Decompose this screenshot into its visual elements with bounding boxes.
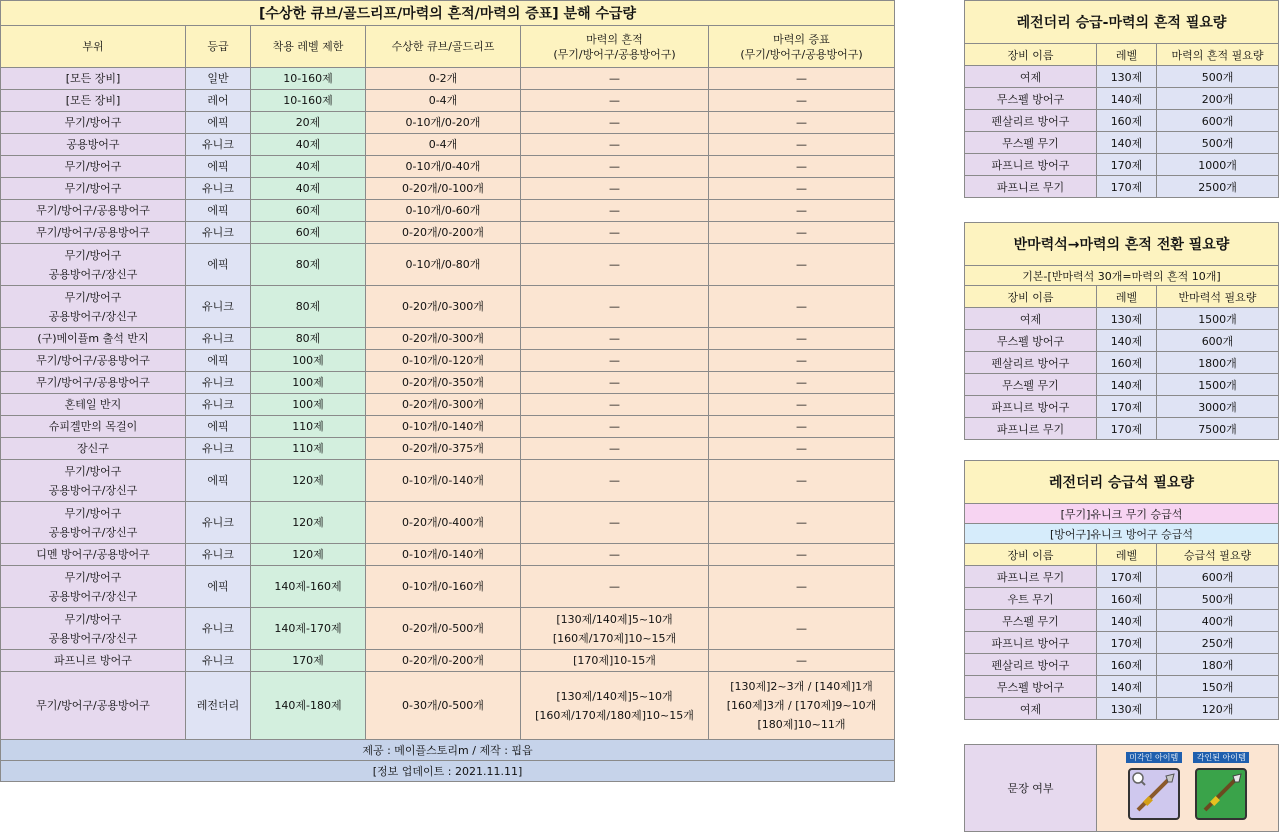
header-token: 마력의 증표 (무기/방어구/공용방어구): [709, 26, 895, 68]
cell-cube: 0-10개/0-80개: [366, 244, 521, 286]
cell-name: 파프니르 방어구: [965, 396, 1097, 418]
cell-level: 140제: [1097, 676, 1157, 698]
cell-level: 140제-160제: [251, 566, 366, 608]
table-row: [965, 396, 1279, 418]
table-row: [1, 286, 895, 328]
cell-level: 140제-170제: [251, 608, 366, 650]
table-row: [1, 394, 895, 416]
footer-credit: 제공 : 메이플스토리m / 제작 : 핍읍: [1, 740, 895, 761]
cell-grade: 에픽: [186, 566, 251, 608]
cell-grade: 에픽: [186, 416, 251, 438]
cell-qty: 7500개: [1157, 418, 1279, 440]
cell-trace: —: [521, 222, 709, 244]
header-part: 부위: [1, 26, 186, 68]
unstamped-spear-icon: [1128, 768, 1180, 820]
header-grade: 등급: [186, 26, 251, 68]
table-row: [965, 110, 1279, 132]
cell-level: 160제: [1097, 110, 1157, 132]
cell-trace: —: [521, 90, 709, 112]
cell-level: 60제: [251, 222, 366, 244]
cell-level: 110제: [251, 416, 366, 438]
table-row: [1, 438, 895, 460]
legendary-stone-table: [964, 460, 1279, 720]
cell-trace: —: [521, 372, 709, 394]
unstamped-item: [1126, 752, 1182, 824]
cell-qty: 500개: [1157, 132, 1279, 154]
cell-token: —: [709, 222, 895, 244]
table-row: [965, 308, 1279, 330]
cell-part: 무기/방어구 공용방어구/장신구: [1, 608, 186, 650]
cell-grade: 유니크: [186, 134, 251, 156]
cell-qty: 600개: [1157, 566, 1279, 588]
cell-level: 100제: [251, 372, 366, 394]
cell-level: 170제: [1097, 566, 1157, 588]
cell-trace: —: [521, 394, 709, 416]
cell-qty: 1000개: [1157, 154, 1279, 176]
cell-trace: —: [521, 460, 709, 502]
table-row: [1, 608, 895, 650]
cell-cube: 0-20개/0-300개: [366, 394, 521, 416]
cell-cube: 0-10개/0-140개: [366, 544, 521, 566]
cell-trace: —: [521, 438, 709, 460]
table-row: [965, 176, 1279, 198]
cell-part: 무기/방어구 공용방어구/장신구: [1, 502, 186, 544]
cell-part: 무기/방어구 공용방어구/장신구: [1, 460, 186, 502]
cell-token: —: [709, 156, 895, 178]
cell-name: 파프니르 무기: [965, 176, 1097, 198]
cell-part: 슈피겔만의 목걸이: [1, 416, 186, 438]
cell-grade: 레어: [186, 90, 251, 112]
cell-level: 160제: [1097, 654, 1157, 676]
cell-name: 파프니르 방어구: [965, 154, 1097, 176]
cell-token: —: [709, 350, 895, 372]
cell-part: 무기/방어구: [1, 112, 186, 134]
cell-level: 80제: [251, 286, 366, 328]
main-title: [수상한 큐브/골드리프/마력의 흔적/마력의 증표] 분해 수급량: [1, 1, 895, 26]
cell-trace: —: [521, 544, 709, 566]
cell-qty: 180개: [1157, 654, 1279, 676]
legendary-trace-table: [964, 0, 1279, 198]
cell-cube: 0-20개/0-375개: [366, 438, 521, 460]
cell-name: 여제: [965, 308, 1097, 330]
cell-name: 펜살리르 방어구: [965, 352, 1097, 374]
table-row: [965, 610, 1279, 632]
cell-grade: 유니크: [186, 222, 251, 244]
cell-level: 170제: [1097, 176, 1157, 198]
cell-trace: —: [521, 200, 709, 222]
cell-cube: 0-30개/0-500개: [366, 672, 521, 740]
anti-magic-table: [964, 222, 1279, 440]
table-row: [1, 650, 895, 672]
table-row: [1, 112, 895, 134]
cell-token: [130제]2~3개 / [140제]1개 [160제]3개 / [170제]9~10개 [180제]10~11개: [709, 672, 895, 740]
stone-note-armor: [방어구]유니크 방어구 승급석: [965, 524, 1279, 544]
col-qty: 마력의 흔적 필요량: [1157, 44, 1279, 66]
cell-grade: 유니크: [186, 502, 251, 544]
cell-level: 170제: [251, 650, 366, 672]
cell-level: 140제: [1097, 88, 1157, 110]
cell-trace: —: [521, 244, 709, 286]
table-row: [965, 588, 1279, 610]
col-level: 레벨: [1097, 286, 1157, 308]
cell-level: 40제: [251, 134, 366, 156]
cell-cube: 0-20개/0-100개: [366, 178, 521, 200]
cell-grade: 에픽: [186, 200, 251, 222]
cell-cube: 0-20개/0-350개: [366, 372, 521, 394]
cell-grade: 유니크: [186, 286, 251, 328]
cell-level: 130제: [1097, 66, 1157, 88]
unstamped-item-label: 미각인 아이템: [1126, 752, 1182, 763]
table-row: [1, 328, 895, 350]
stone-note-weapon: [무기]유니크 무기 승급석: [965, 504, 1279, 524]
cell-part: 파프니르 방어구: [1, 650, 186, 672]
cell-part: 무기/방어구 공용방어구/장신구: [1, 566, 186, 608]
cell-token: —: [709, 134, 895, 156]
cell-grade: 레전더리: [186, 672, 251, 740]
cell-grade: 에픽: [186, 350, 251, 372]
cell-trace: —: [521, 156, 709, 178]
table-row: [965, 132, 1279, 154]
header-trace: 마력의 흔적 (무기/방어구/공용방어구): [521, 26, 709, 68]
cell-token: —: [709, 286, 895, 328]
cell-level: 170제: [1097, 418, 1157, 440]
cell-name: 파프니르 방어구: [965, 632, 1097, 654]
cell-grade: 유니크: [186, 328, 251, 350]
cell-cube: 0-20개/0-300개: [366, 286, 521, 328]
stamp-label: 문장 여부: [965, 745, 1097, 832]
cell-level: 10-160제: [251, 68, 366, 90]
cell-level: 170제: [1097, 632, 1157, 654]
table-row: [1, 350, 895, 372]
cell-cube: 0-10개/0-120개: [366, 350, 521, 372]
cell-token: —: [709, 566, 895, 608]
cell-trace: —: [521, 286, 709, 328]
cell-level: 80제: [251, 328, 366, 350]
cell-level: 170제: [1097, 154, 1157, 176]
cell-token: —: [709, 68, 895, 90]
cell-level: 120제: [251, 502, 366, 544]
cell-part: (구)메이플m 출석 반지: [1, 328, 186, 350]
cell-grade: 에픽: [186, 244, 251, 286]
stamped-item-label: 각인된 아이템: [1193, 752, 1249, 763]
cell-name: 무스펠 방어구: [965, 88, 1097, 110]
table-row: [965, 66, 1279, 88]
cell-token: —: [709, 112, 895, 134]
table-row: [965, 352, 1279, 374]
cell-level: 10-160제: [251, 90, 366, 112]
cell-cube: 0-10개/0-160개: [366, 566, 521, 608]
cell-cube: 0-10개/0-140개: [366, 416, 521, 438]
cell-part: 무기/방어구/공용방어구: [1, 222, 186, 244]
cell-token: —: [709, 90, 895, 112]
cell-level: 100제: [251, 350, 366, 372]
cell-cube: 0-20개/0-300개: [366, 328, 521, 350]
cell-grade: 유니크: [186, 372, 251, 394]
cell-level: 20제: [251, 112, 366, 134]
cell-trace: [130제/140제]5~10개 [160제/170제/180제]10~15개: [521, 672, 709, 740]
cell-qty: 1500개: [1157, 308, 1279, 330]
cell-cube: 0-20개/0-200개: [366, 222, 521, 244]
table-row: [1, 372, 895, 394]
cell-grade: 유니크: [186, 178, 251, 200]
col-level: 레벨: [1097, 544, 1157, 566]
cell-qty: 2500개: [1157, 176, 1279, 198]
header-cube: 수상한 큐브/골드리프: [366, 26, 521, 68]
cell-level: 80제: [251, 244, 366, 286]
cell-name: 무스펠 방어구: [965, 330, 1097, 352]
cell-qty: 3000개: [1157, 396, 1279, 418]
cell-name: 무스펠 방어구: [965, 676, 1097, 698]
cell-level: 120제: [251, 460, 366, 502]
table-row: [965, 698, 1279, 720]
cell-cube: 0-10개/0-40개: [366, 156, 521, 178]
cell-part: [모든 장비]: [1, 90, 186, 112]
cell-grade: 에픽: [186, 112, 251, 134]
cell-token: —: [709, 438, 895, 460]
cell-trace: [130제/140제]5~10개 [160제/170제]10~15개: [521, 608, 709, 650]
stamp-box: [964, 744, 1279, 832]
table-row: [1, 200, 895, 222]
cell-level: 140제: [1097, 132, 1157, 154]
cell-grade: 유니크: [186, 394, 251, 416]
cell-part: 무기/방어구/공용방어구: [1, 200, 186, 222]
cell-level: 40제: [251, 178, 366, 200]
cell-cube: 0-4개: [366, 134, 521, 156]
cell-part: 혼테일 반지: [1, 394, 186, 416]
cell-cube: 0-10개/0-20개: [366, 112, 521, 134]
cell-trace: —: [521, 328, 709, 350]
table-row: [965, 566, 1279, 588]
cell-token: —: [709, 460, 895, 502]
cell-level: 120제: [251, 544, 366, 566]
table-row: [1, 244, 895, 286]
table-row: [1, 460, 895, 502]
cell-token: —: [709, 372, 895, 394]
col-level: 레벨: [1097, 44, 1157, 66]
cell-grade: 에픽: [186, 156, 251, 178]
cell-grade: 유니크: [186, 544, 251, 566]
cell-name: 무스펠 무기: [965, 610, 1097, 632]
cell-name: 무스펠 무기: [965, 374, 1097, 396]
table-row: [1, 566, 895, 608]
col-qty: 반마력석 필요량: [1157, 286, 1279, 308]
cell-cube: 0-20개/0-200개: [366, 650, 521, 672]
table-row: [965, 654, 1279, 676]
table-row: [1, 672, 895, 740]
cell-name: 파프니르 무기: [965, 418, 1097, 440]
cell-level: 140제: [1097, 374, 1157, 396]
cell-qty: 400개: [1157, 610, 1279, 632]
table-row: [965, 632, 1279, 654]
cell-grade: 에픽: [186, 460, 251, 502]
cell-name: 펜살리르 방어구: [965, 654, 1097, 676]
col-name: 장비 이름: [965, 286, 1097, 308]
cell-token: —: [709, 502, 895, 544]
cell-grade: 유니크: [186, 438, 251, 460]
table-row: [965, 330, 1279, 352]
table-row: [1, 134, 895, 156]
cell-part: 디멘 방어구/공용방어구: [1, 544, 186, 566]
cell-name: 여제: [965, 66, 1097, 88]
cell-part: 공용방어구: [1, 134, 186, 156]
cell-qty: 1500개: [1157, 374, 1279, 396]
legendary-stone-title: 레전더리 승급석 필요량: [965, 461, 1279, 504]
table-row: [965, 676, 1279, 698]
stamped-item: [1193, 752, 1249, 824]
cell-part: 무기/방어구/공용방어구: [1, 350, 186, 372]
table-row: [1, 544, 895, 566]
cell-level: 110제: [251, 438, 366, 460]
cell-part: [모든 장비]: [1, 68, 186, 90]
cell-grade: 유니크: [186, 608, 251, 650]
cell-name: 무스펠 무기: [965, 132, 1097, 154]
table-row: [965, 418, 1279, 440]
cell-trace: —: [521, 502, 709, 544]
table-row: [1, 416, 895, 438]
cell-trace: —: [521, 566, 709, 608]
cell-qty: 1800개: [1157, 352, 1279, 374]
cell-trace: —: [521, 112, 709, 134]
table-row: [1, 178, 895, 200]
table-row: [965, 88, 1279, 110]
cell-token: —: [709, 328, 895, 350]
cell-token: —: [709, 544, 895, 566]
table-row: [1, 222, 895, 244]
cell-qty: 600개: [1157, 110, 1279, 132]
cell-cube: 0-10개/0-60개: [366, 200, 521, 222]
cell-level: 140제-180제: [251, 672, 366, 740]
cell-part: 무기/방어구/공용방어구: [1, 672, 186, 740]
cell-token: —: [709, 650, 895, 672]
cell-token: —: [709, 416, 895, 438]
table-row: [965, 154, 1279, 176]
cell-qty: 600개: [1157, 330, 1279, 352]
header-level: 착용 레벨 제한: [251, 26, 366, 68]
cell-trace: —: [521, 178, 709, 200]
cell-level: 100제: [251, 394, 366, 416]
cell-trace: [170제]10-15개: [521, 650, 709, 672]
cell-level: 160제: [1097, 588, 1157, 610]
cell-level: 130제: [1097, 308, 1157, 330]
cell-token: —: [709, 200, 895, 222]
cell-part: 무기/방어구: [1, 178, 186, 200]
cell-qty: 150개: [1157, 676, 1279, 698]
col-name: 장비 이름: [965, 44, 1097, 66]
anti-magic-note: 기본-[반마력석 30개=마력의 흔적 10개]: [965, 266, 1279, 286]
cell-name: 우트 무기: [965, 588, 1097, 610]
cell-trace: —: [521, 134, 709, 156]
col-qty: 승급석 필요량: [1157, 544, 1279, 566]
cell-qty: 250개: [1157, 632, 1279, 654]
cell-level: 130제: [1097, 698, 1157, 720]
cell-level: 140제: [1097, 330, 1157, 352]
cell-qty: 500개: [1157, 588, 1279, 610]
table-row: [1, 156, 895, 178]
cell-level: 60제: [251, 200, 366, 222]
cell-token: —: [709, 178, 895, 200]
cell-name: 여제: [965, 698, 1097, 720]
cell-token: —: [709, 394, 895, 416]
col-name: 장비 이름: [965, 544, 1097, 566]
cell-name: 펜살리르 방어구: [965, 110, 1097, 132]
cell-part: 무기/방어구 공용방어구/장신구: [1, 286, 186, 328]
cell-qty: 200개: [1157, 88, 1279, 110]
cell-trace: —: [521, 68, 709, 90]
cell-cube: 0-4개: [366, 90, 521, 112]
table-row: [1, 68, 895, 90]
cell-cube: 0-20개/0-400개: [366, 502, 521, 544]
cell-part: 장신구: [1, 438, 186, 460]
cell-grade: 일반: [186, 68, 251, 90]
cell-trace: —: [521, 350, 709, 372]
cell-qty: 120개: [1157, 698, 1279, 720]
cell-part: 무기/방어구 공용방어구/장신구: [1, 244, 186, 286]
cell-qty: 500개: [1157, 66, 1279, 88]
table-row: [1, 502, 895, 544]
table-row: [965, 374, 1279, 396]
cell-part: 무기/방어구/공용방어구: [1, 372, 186, 394]
cell-level: 160제: [1097, 352, 1157, 374]
legendary-trace-title: 레전더리 승급-마력의 흔적 필요량: [965, 1, 1279, 44]
anti-magic-title: 반마력석→마력의 흔적 전환 필요량: [965, 223, 1279, 266]
cell-level: 40제: [251, 156, 366, 178]
cell-cube: 0-2개: [366, 68, 521, 90]
cell-grade: 유니크: [186, 650, 251, 672]
cell-level: 140제: [1097, 610, 1157, 632]
cell-name: 파프니르 무기: [965, 566, 1097, 588]
stamped-spear-icon: [1195, 768, 1247, 820]
cell-trace: —: [521, 416, 709, 438]
table-row: [1, 90, 895, 112]
cell-token: —: [709, 244, 895, 286]
cell-level: 170제: [1097, 396, 1157, 418]
cell-cube: 0-20개/0-500개: [366, 608, 521, 650]
footer-update: [정보 업데이트 : 2021.11.11]: [1, 761, 895, 782]
cell-cube: 0-10개/0-140개: [366, 460, 521, 502]
cell-token: —: [709, 608, 895, 650]
cell-part: 무기/방어구: [1, 156, 186, 178]
